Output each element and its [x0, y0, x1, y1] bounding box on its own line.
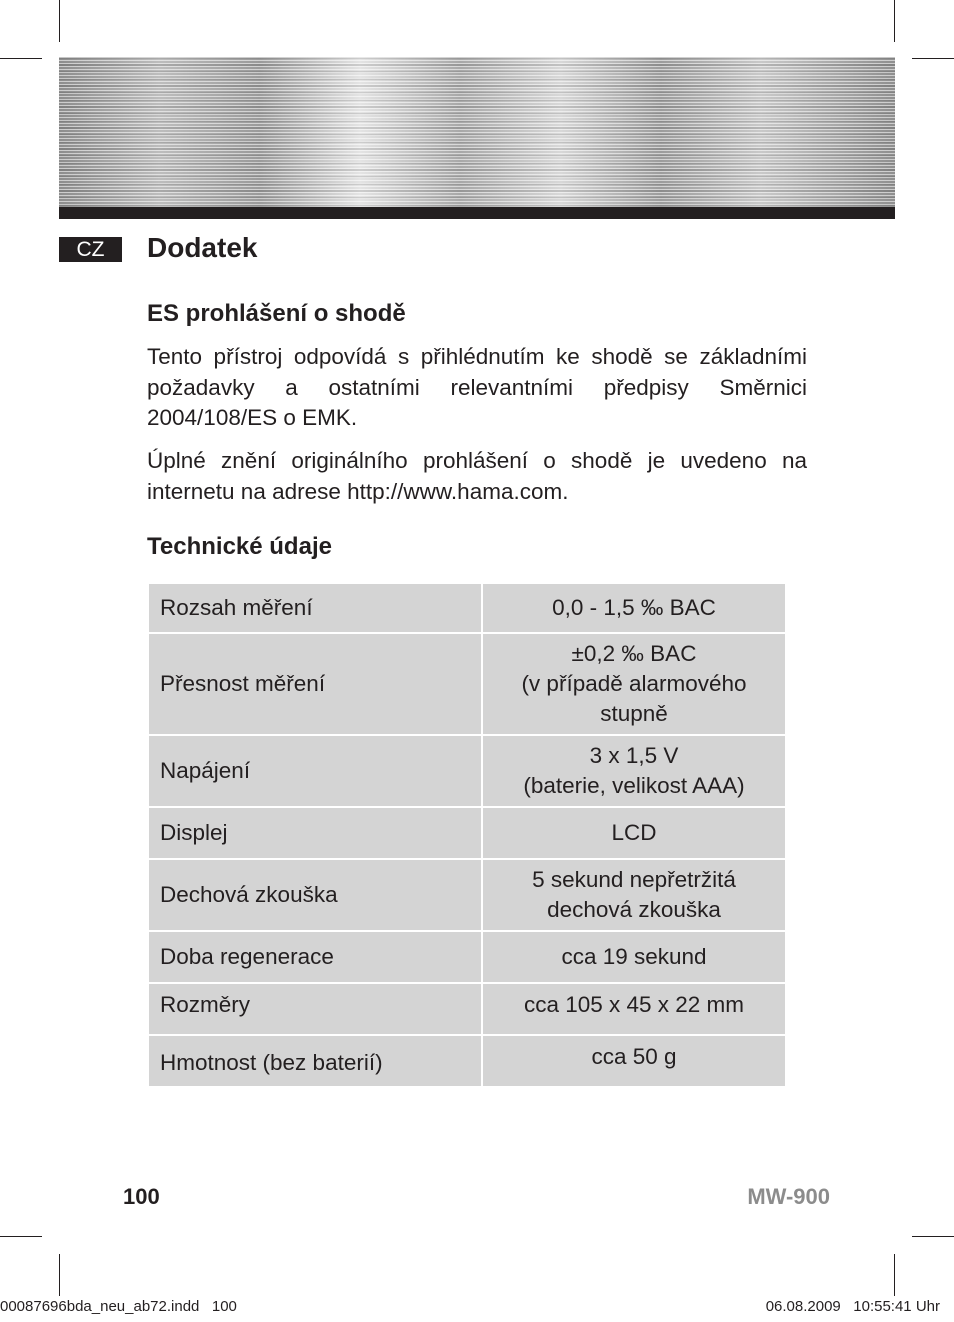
model-name: MW-900 [747, 1184, 830, 1209]
spec-label: Rozměry [148, 983, 482, 1035]
spec-value: 3 x 1,5 V (baterie, velikost AAA) [482, 735, 786, 807]
table-row [148, 583, 786, 633]
spec-value: cca 19 sekund [482, 931, 786, 983]
spec-value: 5 sekund nepřetržitá dechová zkouška [482, 859, 786, 931]
crop-mark [912, 1236, 954, 1237]
banner-bar [59, 207, 895, 219]
crop-mark [894, 0, 895, 42]
page-number: 100 [123, 1184, 160, 1209]
declaration-heading: ES prohlášení o shodě [147, 300, 406, 327]
print-slug-date: 06.08.2009 10:55:41 Uhr [765, 1298, 940, 1315]
crop-mark [912, 58, 954, 59]
specs-heading: Technické údaje [147, 533, 332, 560]
declaration-paragraph: Tento přístroj odpovídá s přihlédnutím ke shodě se základními požadavky a ostatními relevantními předpisy Směrnici 2004/108/ES o EMK. [147, 344, 807, 430]
spec-label: Hmotnost (bez baterií) [148, 1035, 482, 1087]
table-row [148, 735, 786, 807]
spec-label: Rozsah měření [148, 583, 482, 633]
table-row [148, 807, 786, 859]
table-row [148, 983, 786, 1035]
spec-value: LCD [482, 807, 786, 859]
spec-value: cca 50 g [482, 1035, 786, 1087]
crop-mark [0, 1236, 42, 1237]
table-row [148, 931, 786, 983]
spec-label: Napájení [148, 735, 482, 807]
crop-mark [59, 1254, 60, 1296]
table-row [148, 633, 786, 735]
declaration-link-paragraph: Úplné znění originálního prohlášení o shodě je uvedeno na internetu na adrese http://www.hama.com. [147, 448, 807, 504]
spec-value: cca 105 x 45 x 22 mm [482, 983, 786, 1035]
spec-label: Dechová zkouška [148, 859, 482, 931]
language-badge: CZ [59, 237, 122, 262]
specs-table [147, 582, 787, 1088]
print-slug-file: 00087696bda_neu_ab72.indd 100 [0, 1298, 237, 1315]
spec-label: Přesnost měření [148, 633, 482, 735]
crop-mark [59, 0, 60, 42]
table-row [148, 859, 786, 931]
spec-value: ±0,2 ‰ BAC (v případě alarmového stupně [482, 633, 786, 735]
table-row [148, 1035, 786, 1087]
spec-label: Displej [148, 807, 482, 859]
brushed-metal-banner [59, 57, 895, 207]
spec-value: 0,0 - 1,5 ‰ BAC [482, 583, 786, 633]
crop-mark [0, 58, 42, 59]
spec-label: Doba regenerace [148, 931, 482, 983]
crop-mark [894, 1254, 895, 1296]
page-title: Dodatek [147, 232, 258, 263]
